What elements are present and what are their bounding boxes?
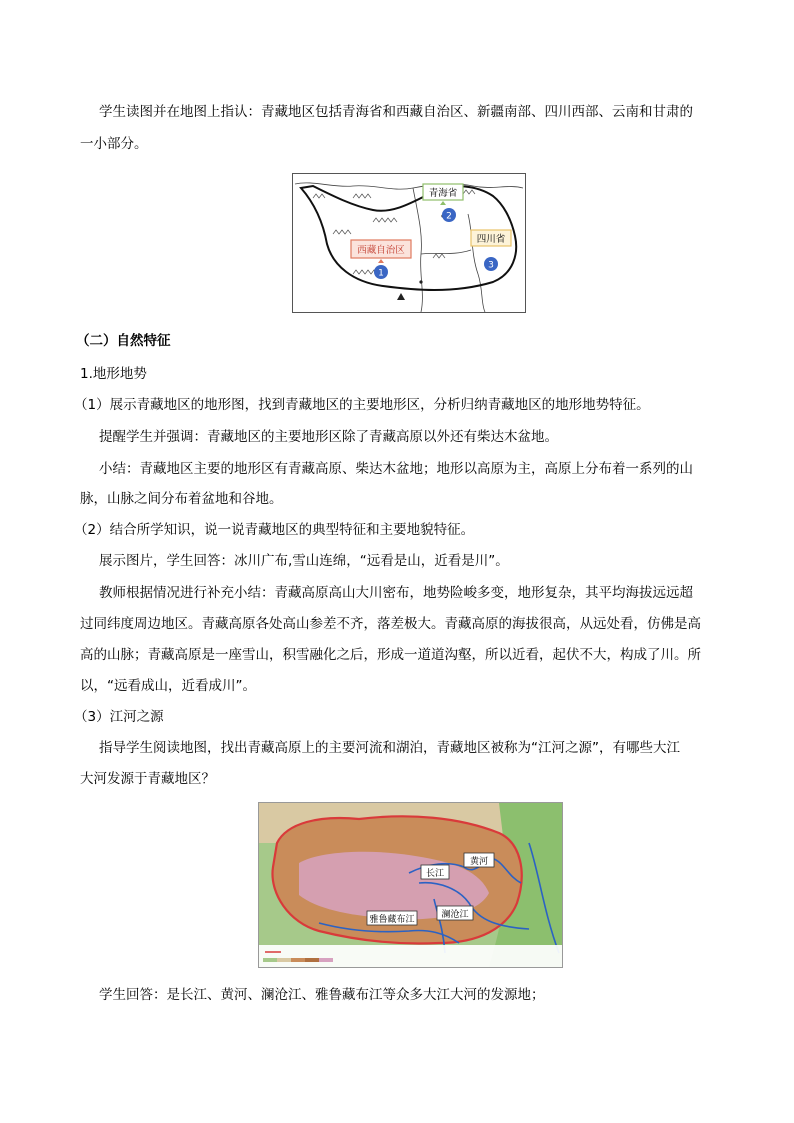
paragraph-line: 教师根据情况进行补充小结：青藏高原高山大川密布，地势险峻多变，地形复杂，其平均海拔远远超 <box>99 585 693 601</box>
paragraph-line: 小结：青藏地区主要的地形区有青藏高原、柴达木盆地；地形以高原为主，高原上分布着一系列的山 <box>99 461 693 477</box>
paragraph-line: 大河发源于青藏地区？ <box>80 771 215 787</box>
label-qinghai: 青海省 <box>428 188 458 199</box>
label-xizang: 西藏自治区 <box>357 245 405 256</box>
topo-map-svg <box>259 803 562 967</box>
paragraph-line: （3）江河之源 <box>74 709 164 725</box>
paragraph-line: 展示图片，学生回答：冰川广布,雪山连绵，“远看是山，近看是川”。 <box>99 553 509 569</box>
label-changjiang: 长江 <box>425 869 445 879</box>
subsection-heading: 1.地形地势 <box>80 366 147 382</box>
paragraph-line: 学生回答：是长江、黄河、澜沧江、雅鲁藏布江等众多大江大河的发源地； <box>99 987 545 1003</box>
qinghai-tibet-region-map <box>292 173 526 313</box>
marker-1-label: 1 <box>378 268 384 279</box>
paragraph-line: 过同纬度周边地区。青藏高原各处高山参差不齐，落差极大。青藏高原的海拔很高，从远处看，仿佛是高 <box>80 616 701 632</box>
section-heading: （二）自然特征 <box>76 333 171 349</box>
paragraph-line: 指导学生阅读地图，找出青藏高原上的主要河流和湖泊，青藏地区被称为“江河之源”，有哪些大江 <box>99 740 680 756</box>
paragraph-line: 学生读图并在地图上指认：青藏地区包括青海省和西藏自治区、新疆南部、四川西部、云南和甘肃的 <box>99 104 693 120</box>
label-huanghe: 黄河 <box>469 857 489 867</box>
paragraph-line: （1）展示青藏地区的地形图，找到青藏地区的主要地形区，分析归纳青藏地区的地形地势特征。 <box>74 397 650 413</box>
marker-3-label: 3 <box>488 260 494 271</box>
marker-2-label: 2 <box>446 211 452 222</box>
paragraph-line: 提醒学生并强调：青藏地区的主要地形区除了青藏高原以外还有柴达木盆地。 <box>99 429 558 445</box>
paragraph-line: 脉，山脉之间分布着盆地和谷地。 <box>80 491 283 507</box>
region-map-svg <box>293 174 525 312</box>
label-yarlung: 雅鲁藏布江 <box>369 915 415 925</box>
paragraph-line: 高的山脉；青藏高原是一座雪山，积雪融化之后，形成一道道沟壑，所以近看，起伏不大，构成了川。所 <box>80 647 701 663</box>
paragraph-line: 一小部分。 <box>80 136 148 152</box>
rivers-topographic-map <box>258 802 563 968</box>
label-sichuan: 四川省 <box>476 234 506 245</box>
label-lancangjiang: 澜沧江 <box>441 910 469 920</box>
paragraph-line: （2）结合所学知识，说一说青藏地区的典型特征和主要地貌特征。 <box>74 522 475 538</box>
paragraph-line: 以，“远看成山，近看成川”。 <box>80 678 256 694</box>
